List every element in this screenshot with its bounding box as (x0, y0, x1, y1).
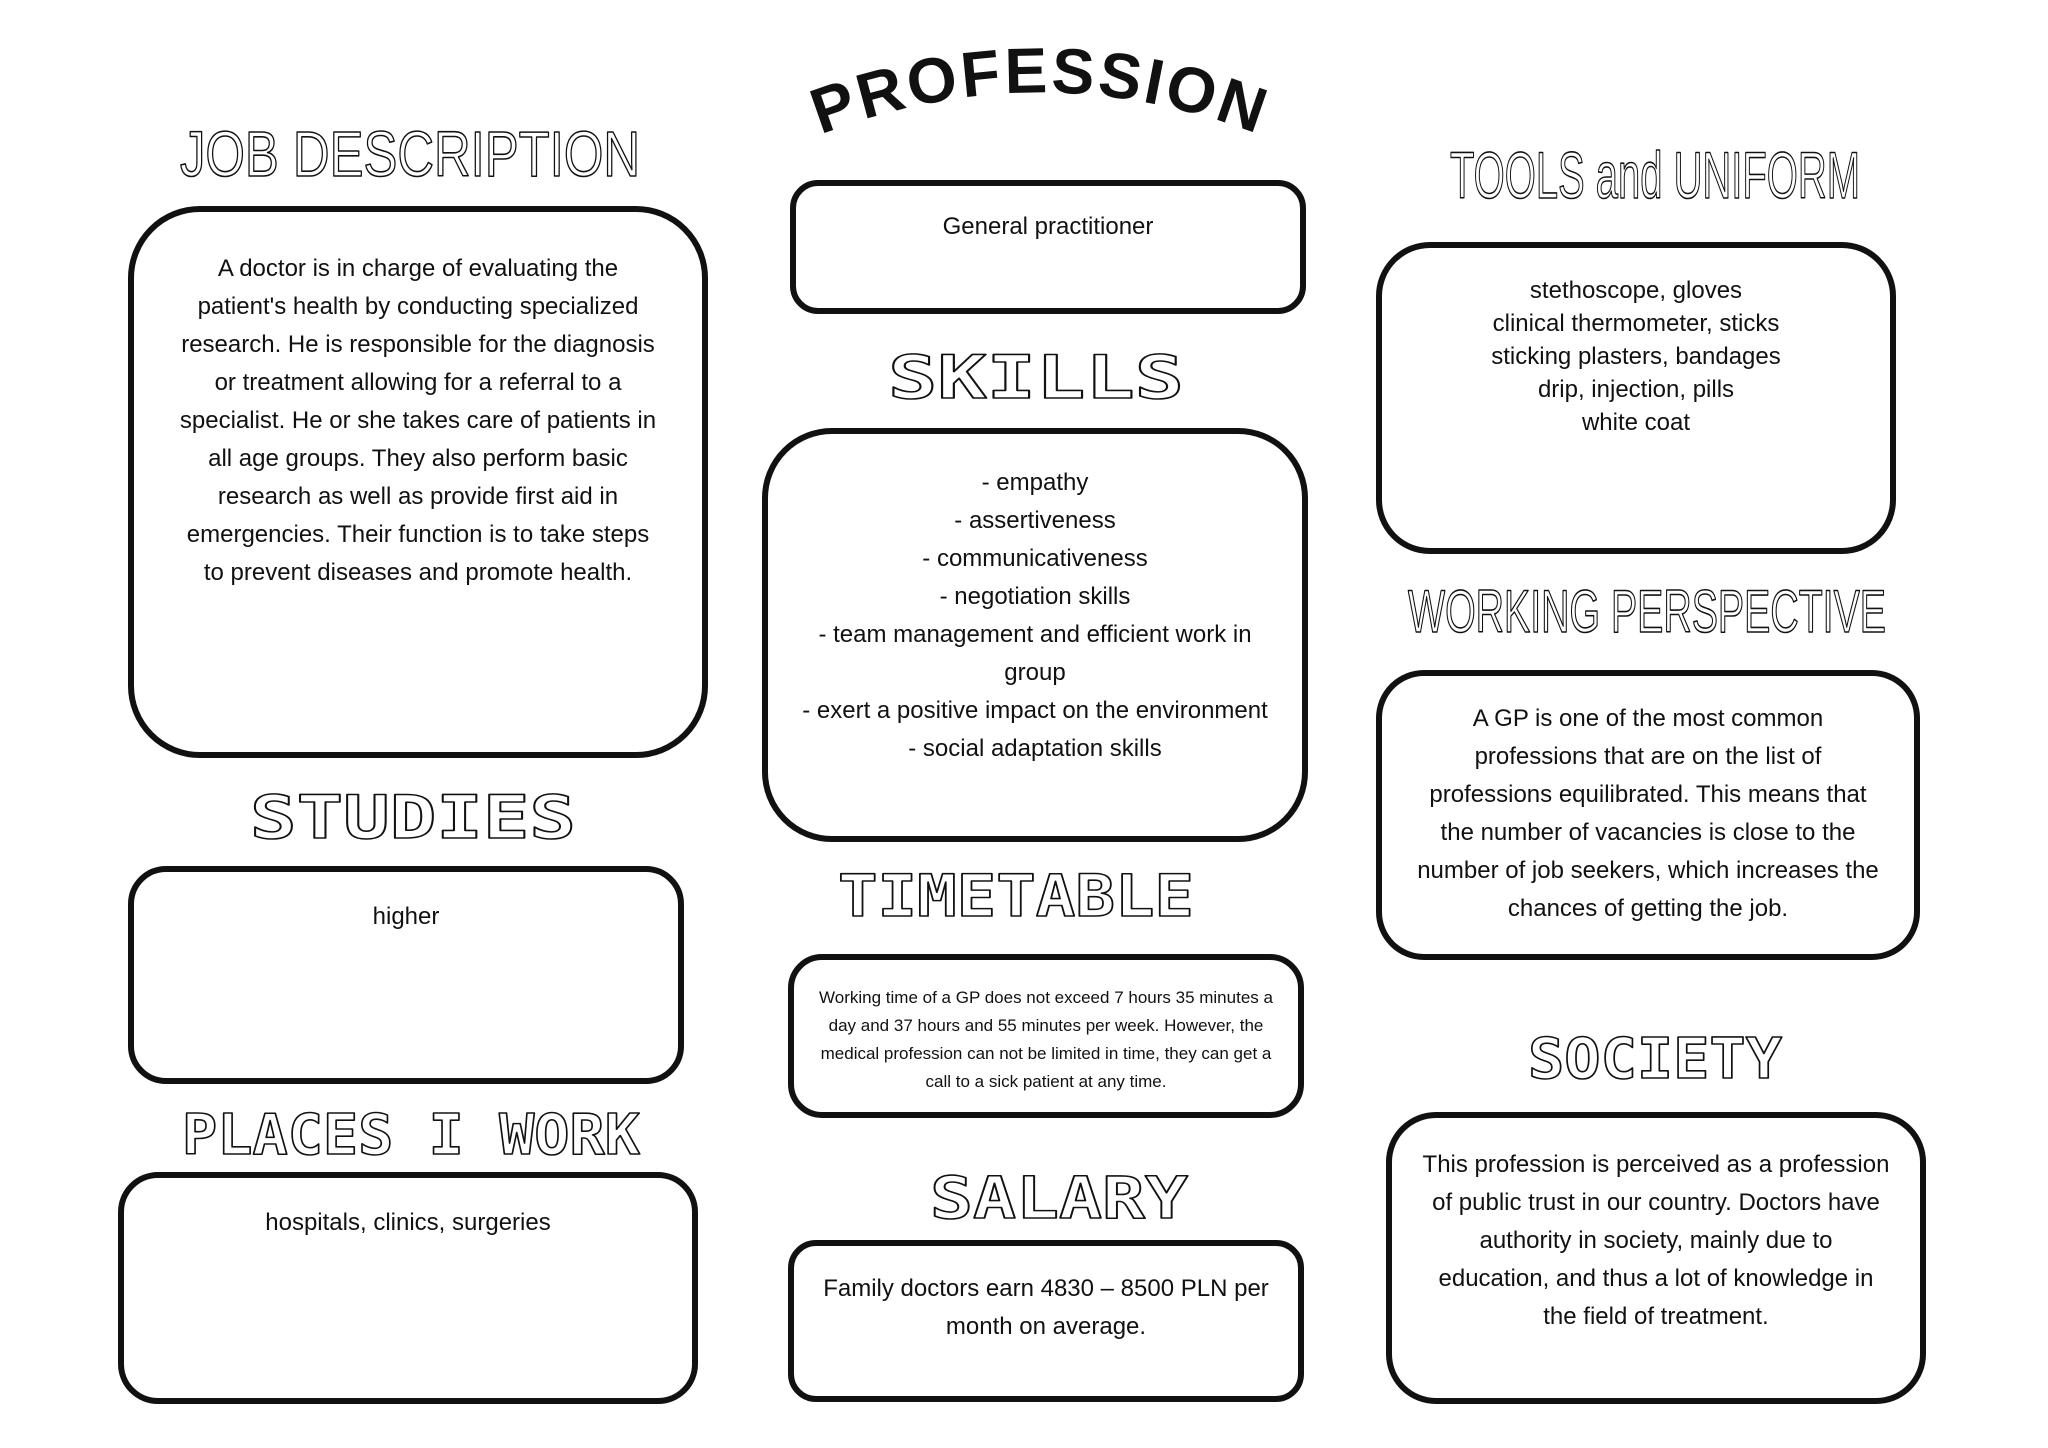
page-title-text: PROFESSION (801, 34, 1279, 148)
job-description-text: A doctor is in charge of evaluating the patient's health by conducting specialized research. He is responsible for the diagnosis or treatment allowing for a referral to a specialist. He or she takes care of patients in all age groups. They also perform basic research as well as provide first aid in emergencies. Their function is to take steps to prevent diseases and promote health. (179, 255, 657, 586)
timetable-text: Working time of a GP does not exceed 7 hours 35 minutes a day and 37 hours and 55 minutes per week. However, the medical profession can not be limited in time, they can get a call to a sick patient at any time. (819, 988, 1273, 1091)
skill-item: - negotiation skills (939, 583, 1131, 610)
studies-heading (250, 780, 580, 853)
working-perspective-text: A GP is one of the most common professions that are on the list of professions equilibrated. This means that the number of vacancies is close to the number of job seekers, which increases the chances of getting the job. (1417, 705, 1879, 922)
skill-item: - empathy (981, 469, 1089, 496)
salary-box (788, 1240, 1304, 1402)
skill-item: - social adaptation skills (908, 735, 1162, 762)
places-box (118, 1172, 698, 1404)
timetable-box (788, 954, 1304, 1118)
tools-heading (1450, 128, 1862, 212)
page-title (800, 34, 1280, 150)
svg-text:PLACES I WORK: PLACES I WORK (182, 1103, 641, 1168)
society-box (1386, 1112, 1926, 1404)
skill-item: - exert a positive impact on the environment (802, 697, 1268, 724)
studies-box (128, 866, 684, 1084)
working-perspective-box (1376, 670, 1920, 960)
tool-item: stethoscope, gloves (1529, 277, 1743, 304)
tool-item: white coat (1581, 409, 1691, 436)
svg-text:TOOLS and UNIFORM: TOOLS and UNIFORM (1450, 138, 1860, 212)
timetable-heading (838, 858, 1198, 928)
working-perspective-heading (1408, 572, 1888, 645)
society-text: This profession is perceived as a profession of public trust in our country. Doctors have authority in society, mainly due to education, and thus a lot of knowledge in the field of treatment. (1422, 1151, 1890, 1330)
svg-text:PROFESSION (801, 34, 1278, 148)
job-description-heading (180, 110, 640, 190)
tool-item: clinical thermometer, sticks (1492, 310, 1780, 337)
svg-text:WORKING PERSPECTIVE: WORKING PERSPECTIVE (1408, 578, 1886, 645)
skills-heading (888, 340, 1188, 413)
places-text: hospitals, clinics, surgeries (265, 1209, 551, 1236)
places-heading (182, 1098, 642, 1168)
svg-text:TIMETABLE: TIMETABLE (838, 862, 1194, 930)
svg-text:SKILLS: SKILLS (888, 343, 1184, 413)
svg-text:STUDIES: STUDIES (250, 783, 576, 853)
svg-text:SALARY: SALARY (930, 1164, 1189, 1232)
svg-text:JOB DESCRIPTION: JOB DESCRIPTION (180, 118, 640, 190)
skill-item: - team management and efficient work in group (818, 621, 1252, 686)
studies-text: higher (372, 903, 440, 930)
svg-text:SOCIETY: SOCIETY (1528, 1027, 1783, 1092)
skill-item: - assertiveness (954, 507, 1116, 534)
profession-text: General practitioner (942, 213, 1154, 240)
society-heading (1528, 1020, 1784, 1090)
skills-box (762, 428, 1308, 842)
profession-box (790, 180, 1306, 314)
job-description-box (128, 206, 708, 758)
salary-heading (930, 1160, 1192, 1230)
tools-box (1376, 242, 1896, 554)
tool-item: sticking plasters, bandages (1491, 343, 1781, 370)
skill-item: - communicativeness (922, 545, 1148, 572)
tool-item: drip, injection, pills (1537, 376, 1735, 403)
salary-text: Family doctors earn 4830 – 8500 PLN per month on average. (823, 1275, 1269, 1340)
